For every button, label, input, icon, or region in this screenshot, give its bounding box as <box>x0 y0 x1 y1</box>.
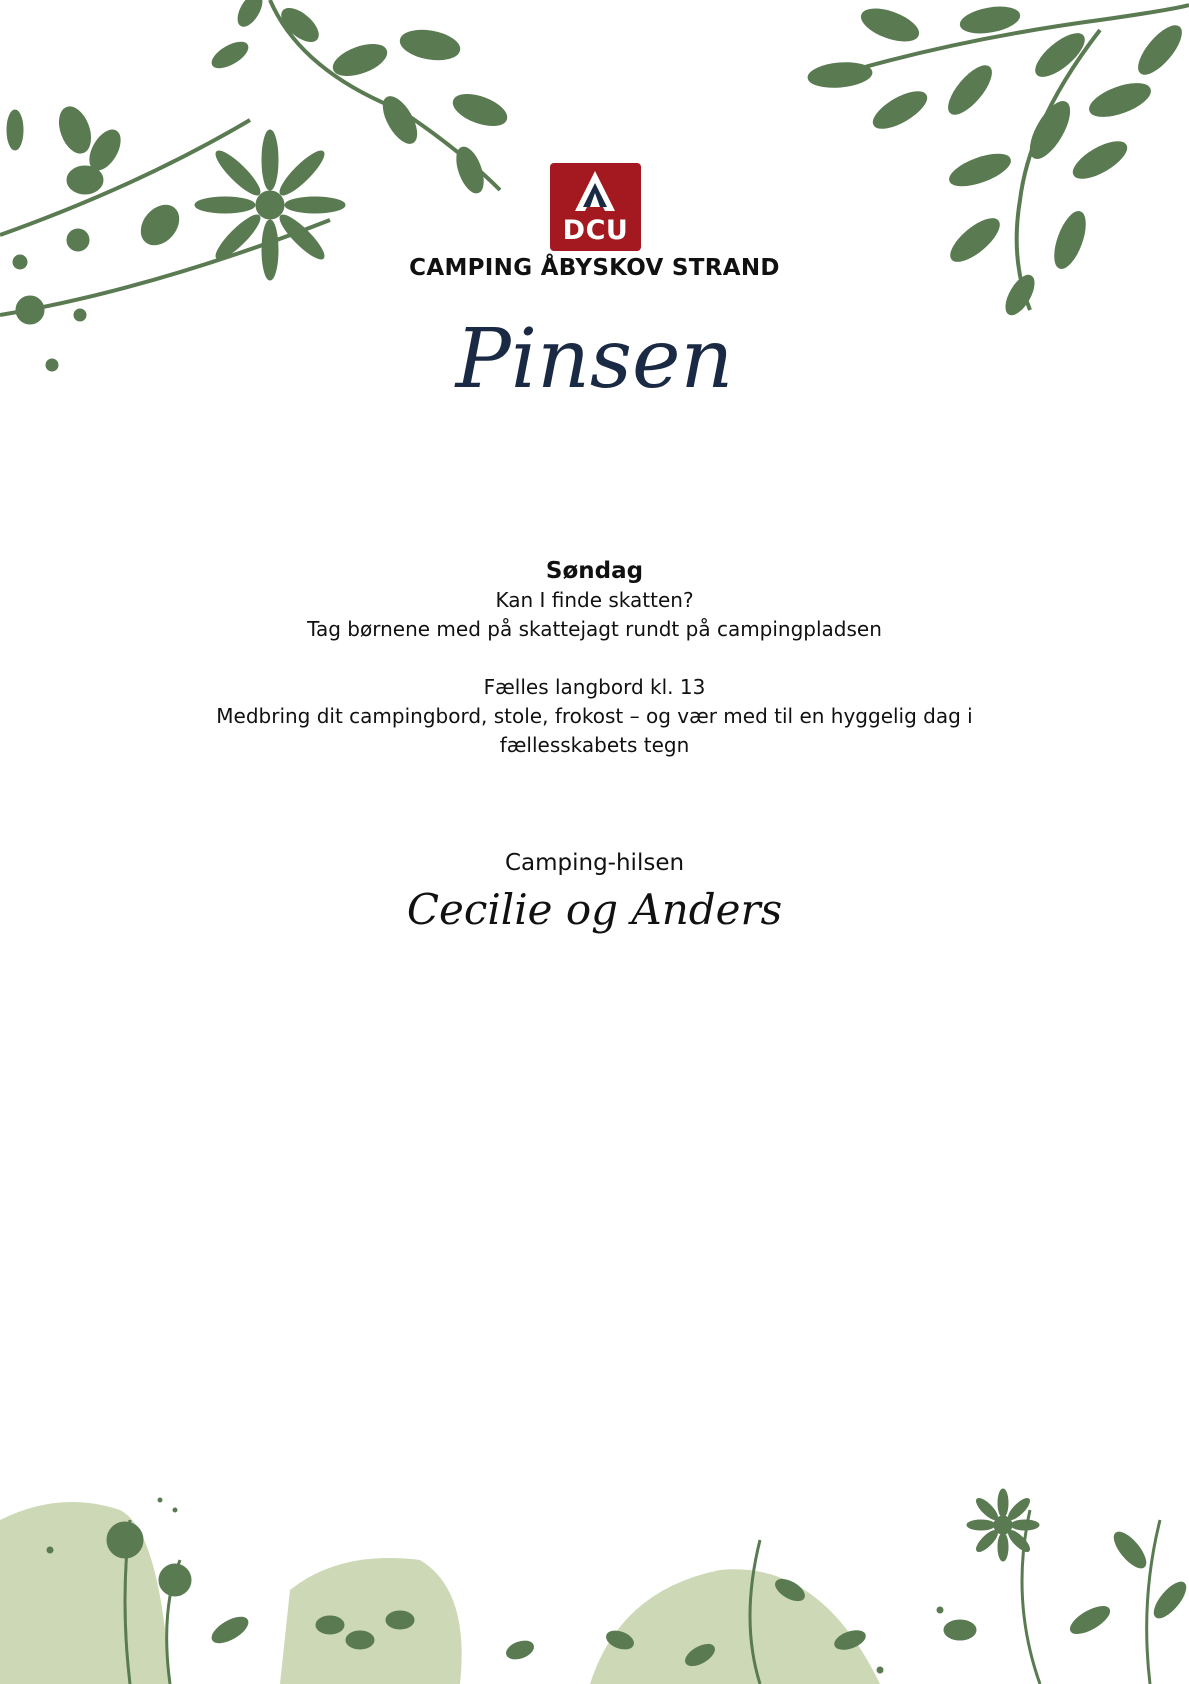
text-line: Medbring dit campingbord, stole, frokost – og vær med til en hyggelig dag i <box>216 704 973 728</box>
closing-greeting: Camping-hilsen <box>504 850 685 876</box>
text-line: Tag børnene med på skattejagt rundt på campingpladsen <box>307 617 882 641</box>
bottom-floral-border-decoration <box>0 1480 1189 1684</box>
dcu-logo <box>550 163 641 251</box>
text-line: fællesskabets tegn <box>499 733 690 757</box>
tent-icon <box>550 163 641 218</box>
event-day: Søndag <box>545 558 644 584</box>
text-line: Fælles langbord kl. 13 <box>483 675 706 699</box>
text-line: Kan I finde skatten? <box>495 588 694 612</box>
camp-name: CAMPING ÅBYSKOV STRAND <box>409 255 780 281</box>
spacer <box>130 644 1059 673</box>
signature: Cecilie og Anders <box>406 885 783 934</box>
event-description <box>130 556 1059 760</box>
page-title: Pinsen <box>455 312 734 407</box>
logo-text: DCU <box>562 215 629 246</box>
